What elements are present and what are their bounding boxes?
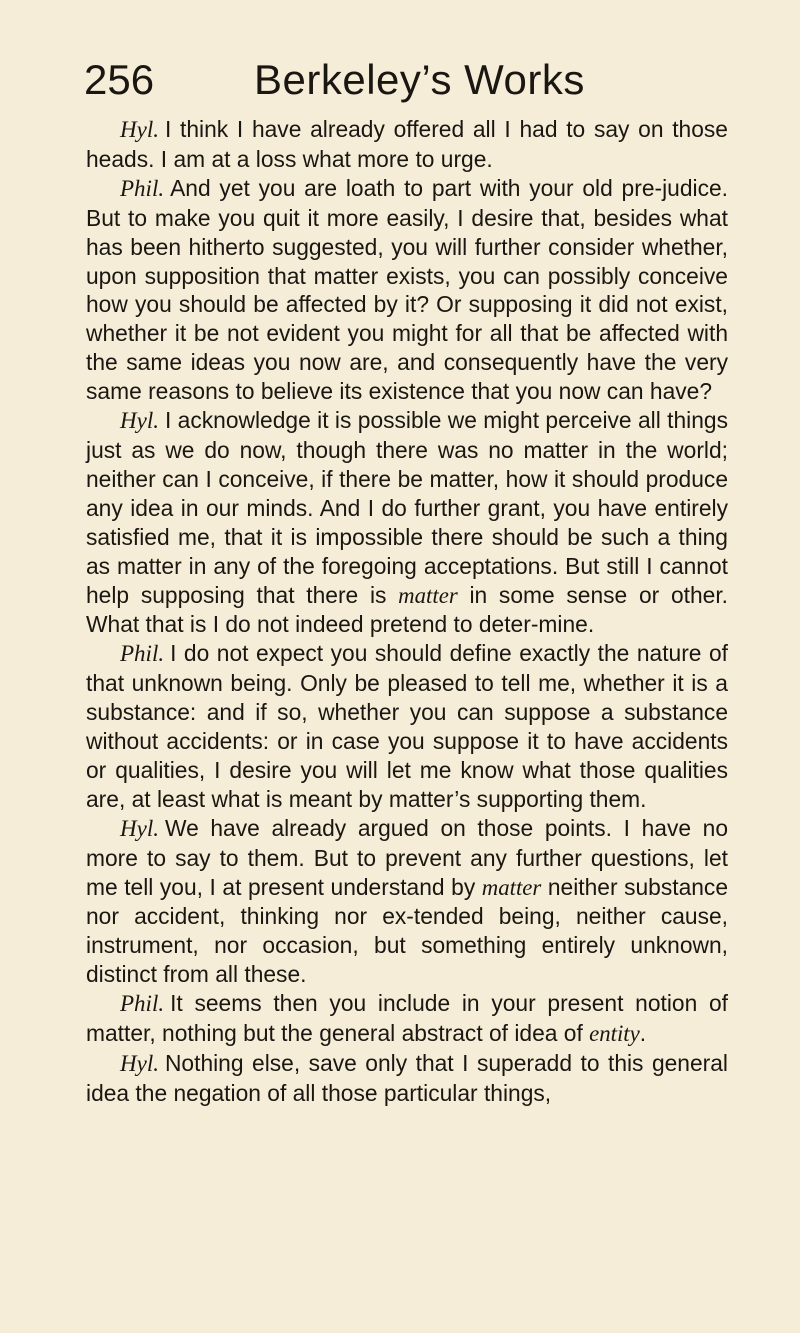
text-run: I do not expect you should define exactly the nature of that unknown being. Only be pleased to tell me, whether it is a substance: and if so, whether you can suppose a substance without accidents: or in case you suppose it to have accidents or qualities, I desire you will let me know what those qualities are, at least what is meant by matter’s supporting them. [86,640,728,812]
dialogue-paragraph [86,174,728,406]
page-header [84,52,734,108]
text-run: I acknowledge it is possible we might perceive all things just as we do now, though there was no matter in the world; neither can I conceive, if there be matter, how it should produce any idea in our minds. And I do further grant, you have entirely satisfied me, that it is impossible there should be such a thing as matter in any of the foregoing acceptations. But still I cannot help supposing that there is [86,407,728,608]
italic-term: entity [589,1021,640,1047]
text-run: We have already argued on those points. I have no more to say to them. But to prevent any further questions, let me tell you, I at present understand by [86,814,728,900]
italic-term: matter [398,582,458,608]
speaker-label: Hyl. [120,117,159,142]
text-run: in some sense or other. What that is I do not indeed pretend to deter-mine. [86,581,729,638]
speaker-label: Hyl. [120,1051,159,1076]
speaker-label: Hyl. [120,815,159,841]
dialogue-paragraph [86,406,728,639]
text-run: Nothing else, save only that I superadd to this general idea the negation of all those particular things, [86,1050,728,1106]
dialogue-paragraph [86,639,728,813]
speaker-label: Phil. [120,991,165,1017]
italic-term: matter [481,874,542,900]
text-run: . [639,1020,647,1047]
dialogue-paragraph [86,989,728,1049]
dialogue-text [86,115,728,1108]
running-title: Berkeley’s Works [254,56,585,103]
dialogue-paragraph [86,115,728,174]
speaker-label: Hyl. [120,408,159,434]
text-run: And yet you are loath to part with your old pre-judice. But to make you quit it more easily, I desire that, besides what has been hitherto suggested, you will further consider whether, upon supposition that matter exists, you can possibly conceive how you should be affected by it? Or supposing it did not exist, whether it be not evident you might for all that be affected with the same ideas you now are, and consequently have the very same reasons to believe its existence that you now can have? [86,174,728,405]
text-run: It seems then you include in your present notion of matter, nothing but the general abstract of idea of [86,990,728,1047]
text-run: neither substance nor accident, thinking nor ex-tended being, neither cause, instrument, nor occasion, but something entirely unknown, distinct from all these. [86,873,729,988]
page-number: 256 [84,56,155,103]
speaker-label: Phil. [120,641,165,667]
dialogue-paragraph [86,814,728,989]
text-run: I think I have already offered all I had to say on those heads. I am at a loss what more to urge. [86,116,728,172]
dialogue-paragraph [86,1049,728,1108]
speaker-label: Phil. [120,175,165,201]
